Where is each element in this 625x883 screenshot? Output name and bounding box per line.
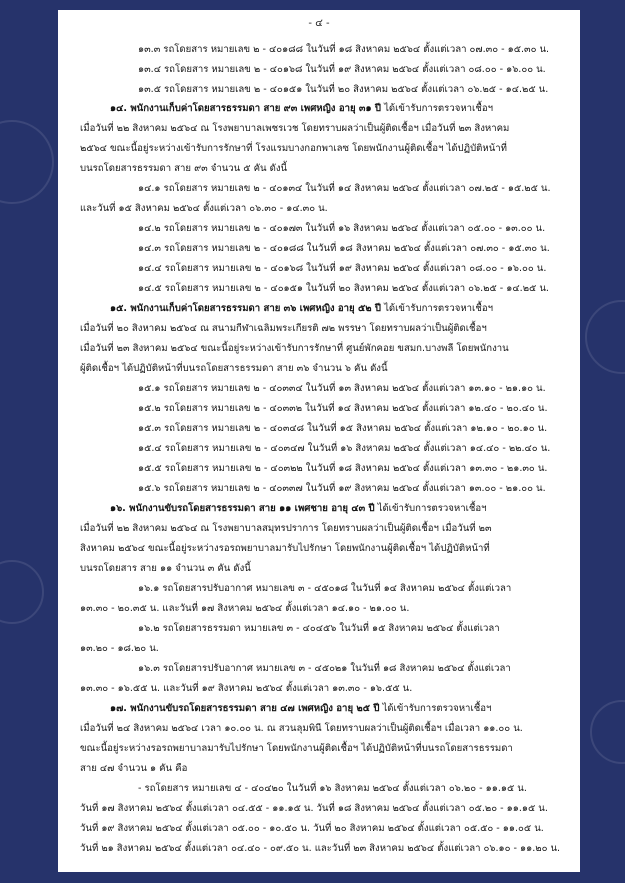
section-heading-line [110, 502, 487, 515]
text-line: เมื่อวันที่ ๒๒ สิงหาคม ๒๕๖๔ ณ โรงพยาบาลสมุทรปราการ โดยทราบผลว่าเป็นผู้ติดเชื้อฯ เมื่อวันที่ ๒๓ [80, 523, 492, 534]
decoration-circle [0, 120, 54, 204]
text-line: ๑๔.๓ รถโดยสาร หมายเลข ๒ - ๔๐๑๘๘ ในวันที่ ๑๘ สิงหาคม ๒๕๖๔ ตั้งแต่เวลา ๐๗.๓๐ - ๑๕.๓๐ น. [138, 243, 550, 254]
decoration-circle [590, 700, 625, 764]
text-line: วันที่ ๑๙ สิงหาคม ๒๕๖๔ ตั้งแต่เวลา ๐๕.๐๐ - ๑๐.๕๐ น. วันที่ ๒๐ สิงหาคม ๒๕๖๔ ตั้งแต่เวลา ๐๕.๕๐ - ๑๑.๐๕ น. [80, 823, 544, 834]
section-heading-line [110, 302, 493, 315]
section-heading: ๑๕. พนักงานเก็บค่าโดยสารธรรมดา สาย ๓๖ เพศหญิง อายุ ๕๒ ปี [110, 303, 382, 314]
text-line: ๑๓.๒๐ - ๑๘.๒๐ น. [80, 643, 159, 654]
decoration-circle [585, 300, 625, 374]
section-heading-tail: ได้เข้ารับการตรวจหาเชื้อฯ [381, 303, 493, 314]
text-line: ๑๕.๓ รถโดยสาร หมายเลข ๒ - ๔๐๓๔๘ ในวันที่ ๑๕ สิงหาคม ๒๕๖๔ ตั้งแต่เวลา ๑๒.๑๐ - ๒๐.๑๐ น. [138, 423, 548, 434]
text-line: ๑๓.๔ รถโดยสาร หมายเลข ๒ - ๔๐๑๖๘ ในวันที่ ๑๙ สิงหาคม ๒๕๖๔ ตั้งแต่เวลา ๐๘.๐๐ - ๑๖.๐๐ น. [138, 64, 546, 75]
section-heading-tail: ได้เข้ารับการตรวจหาเชื้อฯ [374, 503, 487, 514]
section-heading-tail: ได้เข้ารับการตรวจหาเชื้อฯ [379, 703, 492, 714]
text-line: เมื่อวันที่ ๒๔ สิงหาคม ๒๕๖๔ เวลา ๑๐.๐๐ น. ณ สวนลุมพินี โดยทราบผลว่าเป็นผู้ติดเชื้อฯ เมื่อเวลา ๑๑.๐๐ น. [80, 723, 523, 734]
text-line: ๑๖.๓ รถโดยสารปรับอากาศ หมายเลข ๓ - ๔๕๐๒๑ ในวันที่ ๑๘ สิงหาคม ๒๕๖๔ ตั้งแต่เวลา [138, 663, 511, 674]
text-line: บนรถโดยสารธรรมดา สาย ๙๓ จำนวน ๕ คัน ดังนี้ [80, 163, 288, 174]
text-line: และวันที่ ๑๕ สิงหาคม ๒๕๖๔ ตั้งแต่เวลา ๐๖.๓๐ - ๑๔.๓๐ น. [80, 203, 328, 214]
text-line: เมื่อวันที่ ๒๓ สิงหาคม ๒๕๖๔ ขณะนี้อยู่ระหว่างเข้ารับการรักษาที่ ศูนย์พักคอย ขสมก.บางพลี โดยพนักงาน [80, 343, 509, 354]
section-heading: ๑๗. พนักงานขับรถโดยสารธรรมดา สาย ๔๗ เพศหญิง อายุ ๒๕ ปี [110, 703, 380, 714]
text-line: ๑๓.๓๐ - ๒๐.๓๕ น. และวันที่ ๑๗ สิงหาคม ๒๕๖๔ ตั้งแต่เวลา ๑๔.๑๐ - ๒๑.๐๐ น. [80, 603, 410, 614]
text-line: ๑๕.๖ รถโดยสาร หมายเลข ๒ - ๔๐๓๓๗ ในวันที่ ๑๙ สิงหาคม ๒๕๖๔ ตั้งแต่เวลา ๑๓.๐๐ - ๒๑.๐๐ น. [138, 483, 546, 494]
section-heading: ๑๖. พนักงานขับรถโดยสารธรรมดา สาย ๑๑ เพศชาย อายุ ๔๓ ปี [110, 503, 375, 514]
text-line: สิงหาคม ๒๕๖๔ ขณะนี้อยู่ระหว่างรอรถพยาบาลมารับไปรักษา โดยพนักงานผู้ติดเชื้อฯ ได้ปฏิบัติหน้าที่ [80, 543, 490, 554]
text-line: ๑๕.๑ รถโดยสาร หมายเลข ๒ - ๔๐๓๓๔ ในวันที่ ๑๓ สิงหาคม ๒๕๖๔ ตั้งแต่เวลา ๑๓.๑๐ - ๒๑.๑๐ น. [138, 383, 546, 394]
text-line: ๑๕.๔ รถโดยสาร หมายเลข ๒ - ๔๐๓๔๗ ในวันที่ ๑๖ สิงหาคม ๒๕๖๔ ตั้งแต่เวลา ๑๔.๔๐ - ๒๒.๔๐ น. [138, 443, 551, 454]
section-heading-line [110, 102, 493, 115]
text-line: เมื่อวันที่ ๒๐ สิงหาคม ๒๕๖๔ ณ สนามกีฬาเฉลิมพระเกียรติ ๗๒ พรรษา โดยทราบผลว่าเป็นผู้ติดเชื้อฯ [80, 323, 487, 334]
text-line: ขณะนี้อยู่ระหว่างรอรถพยาบาลมารับไปรักษา โดยพนักงานผู้ติดเชื้อฯ ได้ปฏิบัติหน้าที่บนรถโดยสารธรรมดา [80, 743, 513, 754]
text-line: สาย ๔๗ จำนวน ๑ คัน คือ [80, 763, 188, 774]
document-page [58, 10, 580, 872]
text-line: ๑๔.๕ รถโดยสาร หมายเลข ๒ - ๔๐๑๕๑ ในวันที่ ๒๐ สิงหาคม ๒๕๖๔ ตั้งแต่เวลา ๐๖.๒๕ - ๑๔.๒๕ น. [138, 283, 549, 294]
section-heading-tail: ได้เข้ารับการตรวจหาเชื้อฯ [381, 103, 493, 114]
text-line: ๑๔.๒ รถโดยสาร หมายเลข ๒ - ๔๐๑๗๓ ในวันที่ ๑๖ สิงหาคม ๒๕๖๔ ตั้งแต่เวลา ๐๕.๐๐ - ๑๓.๐๐ น. [138, 223, 546, 234]
text-line: ๑๖.๑ รถโดยสารปรับอากาศ หมายเลข ๓ - ๔๕๐๑๘ ในวันที่ ๑๔ สิงหาคม ๒๕๖๔ ตั้งแต่เวลา [138, 583, 512, 594]
text-line: ๒๕๖๔ ขณะนี้อยู่ระหว่างเข้ารับการรักษาที่ โรงแรมบางกอกพาเลซ โดยพนักงานผู้ติดเชื้อฯ ได้ปฏิบัติหน้าที่ [80, 143, 508, 154]
text-line: ๑๔.๔ รถโดยสาร หมายเลข ๒ - ๔๐๑๖๘ ในวันที่ ๑๙ สิงหาคม ๒๕๖๔ ตั้งแต่เวลา ๐๘.๐๐ - ๑๖.๐๐ น. [138, 263, 547, 274]
section-heading-line [110, 702, 491, 715]
text-line: ๑๓.๓ รถโดยสาร หมายเลข ๒ - ๔๐๑๘๘ ในวันที่ ๑๘ สิงหาคม ๒๕๖๔ ตั้งแต่เวลา ๐๗.๓๐ - ๑๕.๓๐ น. [138, 44, 550, 55]
text-line: วันที่ ๑๗ สิงหาคม ๒๕๖๔ ตั้งแต่เวลา ๐๔.๕๕ - ๑๑.๑๕ น. วันที่ ๑๘ สิงหาคม ๒๕๖๔ ตั้งแต่เวลา ๐๕.๒๐ - ๑๑.๑๕ น. [80, 803, 548, 814]
text-line: - รถโดยสาร หมายเลข ๔ - ๔๐๔๒๐ ในวันที่ ๑๖ สิงหาคม ๒๕๖๔ ตั้งแต่เวลา ๐๖.๒๐ - ๑๑.๑๕ น. [138, 783, 527, 794]
text-line: ๑๔.๑ รถโดยสาร หมายเลข ๒ - ๔๐๑๓๔ ในวันที่ ๑๔ สิงหาคม ๒๕๖๔ ตั้งแต่เวลา ๐๗.๒๕ - ๑๕.๒๕ น. [138, 183, 551, 194]
text-line: ๑๕.๕ รถโดยสาร หมายเลข ๒ - ๔๐๓๒๒ ในวันที่ ๑๘ สิงหาคม ๒๕๖๔ ตั้งแต่เวลา ๑๓.๓๐ - ๒๑.๓๐ น. [138, 463, 548, 474]
page-number: - ๔ - [308, 18, 330, 29]
text-line: บนรถโดยสาร สาย ๑๑ จำนวน ๓ คัน ดังนี้ [80, 563, 251, 574]
section-heading: ๑๔. พนักงานเก็บค่าโดยสารธรรมดา สาย ๙๓ เพศหญิง อายุ ๓๑ ปี [110, 103, 382, 114]
text-line: เมื่อวันที่ ๒๒ สิงหาคม ๒๕๖๔ ณ โรงพยาบาลเพชรเวช โดยทราบผลว่าเป็นผู้ติดเชื้อฯ เมื่อวันที่ ๒๓ สิงหาคม [80, 123, 510, 134]
text-line: ๑๓.๕ รถโดยสาร หมายเลข ๒ - ๔๐๑๕๑ ในวันที่ ๒๐ สิงหาคม ๒๕๖๔ ตั้งแต่เวลา ๐๖.๒๕ - ๑๔.๒๕ น. [138, 84, 549, 95]
text-line: ๑๓.๓๐ - ๑๖.๕๕ น. และวันที่ ๑๙ สิงหาคม ๒๕๖๔ ตั้งแต่เวลา ๑๓.๓๐ - ๑๖.๕๕ น. [80, 683, 413, 694]
text-line: ๑๕.๒ รถโดยสาร หมายเลข ๒ - ๔๐๓๓๒ ในวันที่ ๑๔ สิงหาคม ๒๕๖๔ ตั้งแต่เวลา ๑๒.๔๐ - ๒๐.๔๐ น. [138, 403, 548, 414]
decoration-circle [0, 560, 44, 624]
text-line: ผู้ติดเชื้อฯ ได้ปฏิบัติหน้าที่บนรถโดยสารธรรมดา สาย ๓๖ จำนวน ๖ คัน ดังนี้ [80, 363, 388, 374]
text-line: ๑๖.๒ รถโดยสารธรรมดา หมายเลข ๓ - ๔๐๔๕๖ ในวันที่ ๑๕ สิงหาคม ๒๕๖๔ ตั้งแต่เวลา [138, 623, 500, 634]
text-line: วันที่ ๒๑ สิงหาคม ๒๕๖๔ ตั้งแต่เวลา ๐๔.๔๐ - ๐๙.๕๐ น. และวันที่ ๒๓ สิงหาคม ๒๕๖๔ ตั้งแต่เวลา ๐๖.๑๐ - ๑๑.๒๐ น. [80, 843, 561, 854]
